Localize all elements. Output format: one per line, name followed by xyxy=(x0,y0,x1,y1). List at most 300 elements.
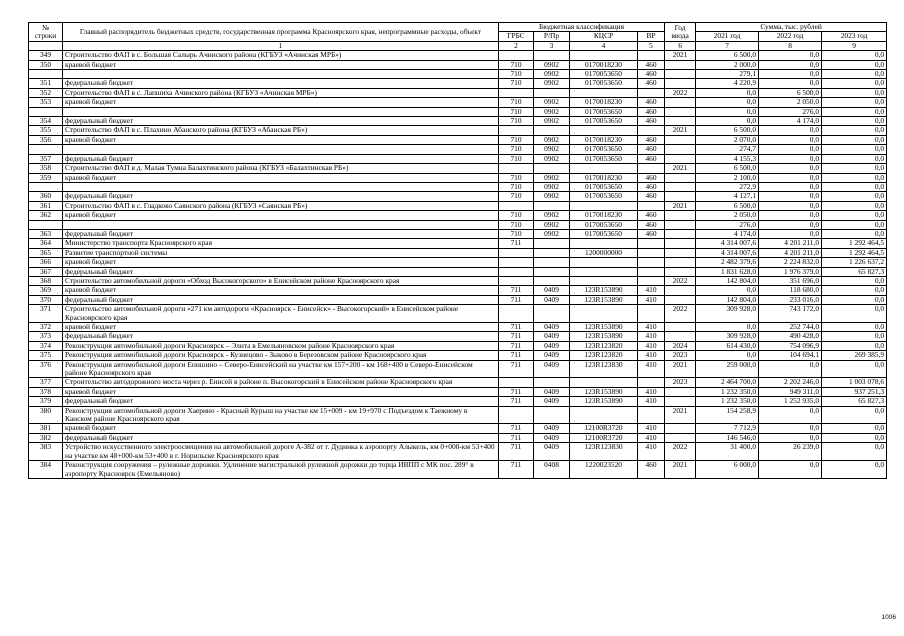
row-number-cell xyxy=(29,220,63,229)
sum-2022-cell: 0,0 xyxy=(759,79,822,88)
row-number-cell xyxy=(29,107,63,116)
row-number-cell: 354 xyxy=(29,117,63,126)
sum-2021-cell: 31 400,0 xyxy=(696,443,759,461)
grbs-cell: 710 xyxy=(499,211,534,220)
sum-2021-cell: 2 482 379,6 xyxy=(696,258,759,267)
sum-2021-cell: 2 000,0 xyxy=(696,60,759,69)
year-cell xyxy=(665,173,696,182)
budget-table-sheet xyxy=(28,22,886,479)
sum-2022-cell: 0,0 xyxy=(759,126,822,135)
sum-2023-cell: 0,0 xyxy=(822,305,887,323)
grbs-cell xyxy=(499,164,534,173)
row-number-cell xyxy=(29,182,63,191)
rp-cell: 0902 xyxy=(534,220,570,229)
row-number-cell: 365 xyxy=(29,248,63,257)
vr-cell xyxy=(638,201,665,210)
description-cell: федеральный бюджет xyxy=(63,267,499,276)
sum-2022-cell: 490 428,0 xyxy=(759,332,822,341)
year-cell xyxy=(665,332,696,341)
rp-cell: 0902 xyxy=(534,211,570,220)
grbs-cell: 711 xyxy=(499,286,534,295)
sum-2021-cell: 2 464 700,0 xyxy=(696,378,759,387)
vr-cell xyxy=(638,378,665,387)
table-row xyxy=(29,433,887,442)
grbs-cell: 711 xyxy=(499,341,534,350)
description-cell: федеральный бюджет xyxy=(63,192,499,201)
kcsr-cell: 123R153890 xyxy=(570,332,638,341)
sum-2021-cell: 0,0 xyxy=(696,323,759,332)
colnum: 9 xyxy=(822,41,887,50)
table-row xyxy=(29,70,887,79)
colnum: 5 xyxy=(638,41,665,50)
sum-2022-cell: 351 696,0 xyxy=(759,276,822,285)
table-row xyxy=(29,145,887,154)
year-cell xyxy=(665,60,696,69)
vr-cell: 460 xyxy=(638,60,665,69)
row-number-cell: 381 xyxy=(29,424,63,433)
sum-2023-cell: 0,0 xyxy=(822,135,887,144)
sum-2023-cell: 0,0 xyxy=(822,88,887,97)
sum-2023-cell: 1 226 637,2 xyxy=(822,258,887,267)
grbs-cell: 711 xyxy=(499,351,534,360)
sum-2023-cell: 269 385,9 xyxy=(822,351,887,360)
sum-2021-cell: 6 500,0 xyxy=(696,164,759,173)
kcsr-cell: 123R123830 xyxy=(570,443,638,461)
year-cell xyxy=(665,145,696,154)
rp-cell: 0409 xyxy=(534,387,570,396)
sum-2022-cell: 4 201 211,0 xyxy=(759,239,822,248)
year-cell xyxy=(665,211,696,220)
vr-cell: 460 xyxy=(638,192,665,201)
year-cell xyxy=(665,323,696,332)
header-sum: Сумма, тыс. рублей xyxy=(696,23,887,32)
sum-2022-cell: 0,0 xyxy=(759,424,822,433)
table-row xyxy=(29,79,887,88)
rp-cell: 0409 xyxy=(534,332,570,341)
grbs-cell: 711 xyxy=(499,443,534,461)
rp-cell: 0409 xyxy=(534,286,570,295)
header-year-of-commissioning: Год ввода xyxy=(665,23,696,42)
kcsr-cell xyxy=(570,267,638,276)
kcsr-cell: 0170053650 xyxy=(570,220,638,229)
vr-cell: 460 xyxy=(638,145,665,154)
description-cell xyxy=(63,145,499,154)
sum-2021-cell: 4 220,9 xyxy=(696,79,759,88)
rp-cell: 0902 xyxy=(534,192,570,201)
header-grbs: ГРБС xyxy=(499,32,534,41)
sum-2022-cell: 0,0 xyxy=(759,135,822,144)
sum-2021-cell: 4 314 007,6 xyxy=(696,239,759,248)
sum-2022-cell: 0,0 xyxy=(759,154,822,163)
description-cell: краевой бюджет xyxy=(63,60,499,69)
table-row xyxy=(29,117,887,126)
table-row xyxy=(29,229,887,238)
year-cell xyxy=(665,229,696,238)
sum-2021-cell: 1 831 628,0 xyxy=(696,267,759,276)
rp-cell xyxy=(534,258,570,267)
description-cell xyxy=(63,182,499,191)
sum-2021-cell: 6 500,0 xyxy=(696,126,759,135)
sum-2022-cell: 233 016,0 xyxy=(759,295,822,304)
sum-2022-cell: 0,0 xyxy=(759,173,822,182)
table-row xyxy=(29,286,887,295)
sum-2023-cell: 0,0 xyxy=(822,201,887,210)
grbs-cell: 711 xyxy=(499,424,534,433)
rp-cell xyxy=(534,248,570,257)
grbs-cell: 710 xyxy=(499,60,534,69)
sum-2023-cell: 0,0 xyxy=(822,341,887,350)
sum-2022-cell: 252 744,0 xyxy=(759,323,822,332)
rp-cell xyxy=(534,239,570,248)
vr-cell: 410 xyxy=(638,351,665,360)
sum-2022-cell: 0,0 xyxy=(759,220,822,229)
row-number-cell: 369 xyxy=(29,286,63,295)
sum-2023-cell: 0,0 xyxy=(822,145,887,154)
grbs-cell xyxy=(499,201,534,210)
year-cell: 2021 xyxy=(665,164,696,173)
rp-cell: 0902 xyxy=(534,117,570,126)
vr-cell: 410 xyxy=(638,433,665,442)
description-cell: Реконструкция автомобильной дороги Епишино – Северо-Енисейский на участке км 157+200 - км 168+400 в Северо-Енисейском районе Красноярского края xyxy=(63,360,499,378)
sum-2023-cell: 0,0 xyxy=(822,323,887,332)
sum-2023-cell: 0,0 xyxy=(822,406,887,424)
description-cell: федеральный бюджет xyxy=(63,229,499,238)
year-cell xyxy=(665,286,696,295)
colnum: 3 xyxy=(534,41,570,50)
rp-cell: 0409 xyxy=(534,341,570,350)
grbs-cell: 710 xyxy=(499,135,534,144)
sum-2022-cell: 2 202 246,0 xyxy=(759,378,822,387)
row-number-cell: 377 xyxy=(29,378,63,387)
table-row xyxy=(29,461,887,479)
year-cell xyxy=(665,387,696,396)
sum-2023-cell: 0,0 xyxy=(822,173,887,182)
colnum: 4 xyxy=(570,41,638,50)
kcsr-cell: 0170018230 xyxy=(570,135,638,144)
vr-cell xyxy=(638,248,665,257)
description-cell: Строительство автодорожного моста через р. Енисей в районе п. Высокогорский в Енисейском районе Красноярского края xyxy=(63,378,499,387)
table-row xyxy=(29,276,887,285)
year-cell xyxy=(665,239,696,248)
grbs-cell xyxy=(499,126,534,135)
description-cell: краевой бюджет xyxy=(63,424,499,433)
rp-cell: 0902 xyxy=(534,135,570,144)
table-row xyxy=(29,182,887,191)
table-row xyxy=(29,305,887,323)
year-cell xyxy=(665,182,696,191)
row-number-cell: 363 xyxy=(29,229,63,238)
year-cell xyxy=(665,117,696,126)
sum-2023-cell: 0,0 xyxy=(822,98,887,107)
description-cell: федеральный бюджет xyxy=(63,117,499,126)
sum-2022-cell: 4 174,0 xyxy=(759,117,822,126)
header-description: Главный распорядитель бюджетных средств, государственная программа Красноярского края, непрограммные расходы, объект xyxy=(63,23,499,42)
year-cell xyxy=(665,267,696,276)
row-number-cell: 361 xyxy=(29,201,63,210)
rp-cell: 0409 xyxy=(534,443,570,461)
kcsr-cell: 0170053650 xyxy=(570,229,638,238)
rp-cell: 0902 xyxy=(534,182,570,191)
sum-2022-cell: 26 239,0 xyxy=(759,443,822,461)
row-number-cell: 371 xyxy=(29,305,63,323)
grbs-cell: 710 xyxy=(499,154,534,163)
vr-cell: 410 xyxy=(638,295,665,304)
row-number-cell: 382 xyxy=(29,433,63,442)
year-cell xyxy=(665,258,696,267)
vr-cell xyxy=(638,276,665,285)
grbs-cell: 711 xyxy=(499,295,534,304)
vr-cell: 460 xyxy=(638,229,665,238)
kcsr-cell: 0170053650 xyxy=(570,192,638,201)
description-cell: краевой бюджет xyxy=(63,258,499,267)
vr-cell: 460 xyxy=(638,173,665,182)
year-cell: 2022 xyxy=(665,305,696,323)
sum-2021-cell: 2 050,0 xyxy=(696,211,759,220)
grbs-cell: 710 xyxy=(499,107,534,116)
year-cell: 2022 xyxy=(665,443,696,461)
sum-2021-cell: 0,0 xyxy=(696,117,759,126)
vr-cell xyxy=(638,51,665,60)
year-cell: 2024 xyxy=(665,341,696,350)
table-row xyxy=(29,248,887,257)
grbs-cell: 711 xyxy=(499,397,534,406)
row-number-cell: 351 xyxy=(29,79,63,88)
sum-2023-cell: 0,0 xyxy=(822,461,887,479)
grbs-cell: 710 xyxy=(499,145,534,154)
vr-cell: 460 xyxy=(638,79,665,88)
sum-2023-cell: 0,0 xyxy=(822,182,887,191)
rp-cell xyxy=(534,88,570,97)
sum-2023-cell: 0,0 xyxy=(822,117,887,126)
sum-2021-cell: 142 804,0 xyxy=(696,295,759,304)
kcsr-cell: 0170018230 xyxy=(570,173,638,182)
sum-2021-cell: 4 155,3 xyxy=(696,154,759,163)
vr-cell xyxy=(638,305,665,323)
grbs-cell xyxy=(499,88,534,97)
year-cell xyxy=(665,70,696,79)
description-cell: Строительство ФАП в д. Малая Тумна Балахтинского района (КГБУЗ «Балахтинская РБ») xyxy=(63,164,499,173)
sum-2022-cell: 104 694,1 xyxy=(759,351,822,360)
year-cell xyxy=(665,220,696,229)
row-number-cell: 364 xyxy=(29,239,63,248)
vr-cell xyxy=(638,239,665,248)
sum-2021-cell: 0,0 xyxy=(696,351,759,360)
description-cell: Реконструкция автомобильной дороги Красноярск – Элита в Емельяновском районе Красноярского края xyxy=(63,341,499,350)
row-number-cell: 349 xyxy=(29,51,63,60)
vr-cell: 410 xyxy=(638,341,665,350)
description-cell xyxy=(63,107,499,116)
description-cell: краевой бюджет xyxy=(63,98,499,107)
rp-cell xyxy=(534,164,570,173)
sum-2022-cell: 0,0 xyxy=(759,60,822,69)
kcsr-cell xyxy=(570,258,638,267)
vr-cell: 460 xyxy=(638,182,665,191)
rp-cell: 0409 xyxy=(534,295,570,304)
description-cell: федеральный бюджет xyxy=(63,79,499,88)
grbs-cell: 710 xyxy=(499,98,534,107)
kcsr-cell: 0170053650 xyxy=(570,107,638,116)
description-cell: Развитие транспортной системы xyxy=(63,248,499,257)
colnum: 8 xyxy=(759,41,822,50)
sum-2021-cell: 2 070,0 xyxy=(696,135,759,144)
header-column-numbers xyxy=(29,41,887,50)
rp-cell: 0902 xyxy=(534,70,570,79)
sum-2022-cell: 118 680,0 xyxy=(759,286,822,295)
description-cell: федеральный бюджет xyxy=(63,397,499,406)
rp-cell: 0902 xyxy=(534,79,570,88)
description-cell: Строительство автомобильной дороги «271 км автодороги «Красноярск - Енисейск» - Высокогорский» в Енисейском районе Красноярского края xyxy=(63,305,499,323)
table-row xyxy=(29,164,887,173)
rp-cell: 0902 xyxy=(534,173,570,182)
sum-2021-cell: 6 000,0 xyxy=(696,461,759,479)
sum-2023-cell: 0,0 xyxy=(822,424,887,433)
description-cell: краевой бюджет xyxy=(63,211,499,220)
sum-2023-cell: 0,0 xyxy=(822,164,887,173)
row-number-cell: 376 xyxy=(29,360,63,378)
kcsr-cell: 123R123820 xyxy=(570,351,638,360)
row-number-cell xyxy=(29,70,63,79)
year-cell: 2021 xyxy=(665,406,696,424)
grbs-cell: 710 xyxy=(499,70,534,79)
rp-cell: 0902 xyxy=(534,229,570,238)
rp-cell xyxy=(534,126,570,135)
table-row xyxy=(29,173,887,182)
vr-cell: 410 xyxy=(638,387,665,396)
sum-2022-cell: 2 224 832,0 xyxy=(759,258,822,267)
sum-2022-cell: 0,0 xyxy=(759,201,822,210)
row-number-cell: 367 xyxy=(29,267,63,276)
grbs-cell: 711 xyxy=(499,433,534,442)
sum-2021-cell: 4 314 007,6 xyxy=(696,248,759,257)
vr-cell: 410 xyxy=(638,424,665,433)
description-cell: федеральный бюджет xyxy=(63,295,499,304)
sum-2022-cell: 949 311,0 xyxy=(759,387,822,396)
sum-2023-cell: 0,0 xyxy=(822,433,887,442)
row-number-cell: 373 xyxy=(29,332,63,341)
sum-2023-cell: 0,0 xyxy=(822,107,887,116)
rp-cell: 0409 xyxy=(534,360,570,378)
table-row xyxy=(29,126,887,135)
description-cell: Строительство автомобильной дороги «Обход Высокогорского» в Енисейском районе Красноярского края xyxy=(63,276,499,285)
table-row xyxy=(29,424,887,433)
kcsr-cell xyxy=(570,378,638,387)
row-number-cell: 372 xyxy=(29,323,63,332)
sum-2021-cell: 0,0 xyxy=(696,286,759,295)
year-cell: 2021 xyxy=(665,360,696,378)
rp-cell xyxy=(534,267,570,276)
sum-2023-cell: 0,0 xyxy=(822,360,887,378)
rp-cell: 0409 xyxy=(534,433,570,442)
row-number-cell: 368 xyxy=(29,276,63,285)
table-row xyxy=(29,154,887,163)
row-number-cell: 355 xyxy=(29,126,63,135)
table-row xyxy=(29,378,887,387)
row-number-cell: 359 xyxy=(29,173,63,182)
row-number-cell: 357 xyxy=(29,154,63,163)
description-cell: Строительство ФАП в с. Лапшиха Ачинского района (КГБУЗ «Ачинская МРБ») xyxy=(63,88,499,97)
vr-cell xyxy=(638,164,665,173)
grbs-cell: 710 xyxy=(499,79,534,88)
sum-2022-cell: 4 201 211,0 xyxy=(759,248,822,257)
kcsr-cell: 123R123830 xyxy=(570,360,638,378)
description-cell: Министерство транспорта Красноярского края xyxy=(63,239,499,248)
kcsr-cell: 0170053650 xyxy=(570,117,638,126)
vr-cell xyxy=(638,258,665,267)
year-cell xyxy=(665,295,696,304)
row-number-cell: 375 xyxy=(29,351,63,360)
sum-2021-cell: 614 430,0 xyxy=(696,341,759,350)
row-number-cell: 379 xyxy=(29,397,63,406)
description-cell: Строительство ФАП в с. Плахино Абанского района (КГБУЗ «Абанская РБ») xyxy=(63,126,499,135)
sum-2022-cell: 0,0 xyxy=(759,360,822,378)
sum-2021-cell: 1 232 350,0 xyxy=(696,387,759,396)
vr-cell: 460 xyxy=(638,461,665,479)
description-cell xyxy=(63,220,499,229)
vr-cell: 410 xyxy=(638,323,665,332)
sum-2022-cell: 1 976 379,0 xyxy=(759,267,822,276)
rp-cell: 0902 xyxy=(534,60,570,69)
vr-cell: 460 xyxy=(638,220,665,229)
grbs-cell: 711 xyxy=(499,461,534,479)
table-row xyxy=(29,443,887,461)
kcsr-cell xyxy=(570,201,638,210)
vr-cell: 460 xyxy=(638,117,665,126)
budget-table xyxy=(28,22,887,479)
table-row xyxy=(29,323,887,332)
description-cell: краевой бюджет xyxy=(63,286,499,295)
sum-2022-cell: 0,0 xyxy=(759,192,822,201)
grbs-cell xyxy=(499,406,534,424)
sum-2021-cell: 309 928,0 xyxy=(696,332,759,341)
sum-2021-cell: 4 127,1 xyxy=(696,192,759,201)
kcsr-cell xyxy=(570,239,638,248)
kcsr-cell: 12100R3720 xyxy=(570,433,638,442)
year-cell: 2021 xyxy=(665,201,696,210)
vr-cell xyxy=(638,406,665,424)
grbs-cell: 710 xyxy=(499,173,534,182)
rp-cell: 0902 xyxy=(534,154,570,163)
rp-cell: 0902 xyxy=(534,145,570,154)
header-row-number: № строки xyxy=(29,23,63,42)
row-number-cell: 360 xyxy=(29,192,63,201)
header-kcsr: КЦСР xyxy=(570,32,638,41)
page-number: 1006 xyxy=(881,614,896,621)
description-cell: краевой бюджет xyxy=(63,135,499,144)
sum-2023-cell: 1 003 078,6 xyxy=(822,378,887,387)
description-cell: Строительство ФАП в с. Гладково Саянского района (КГБУЗ «Саянская РБ») xyxy=(63,201,499,210)
vr-cell xyxy=(638,88,665,97)
sum-2022-cell: 0,0 xyxy=(759,164,822,173)
kcsr-cell: 0170053650 xyxy=(570,70,638,79)
sum-2023-cell: 1 292 464,5 xyxy=(822,248,887,257)
rp-cell xyxy=(534,406,570,424)
grbs-cell xyxy=(499,305,534,323)
table-row xyxy=(29,406,887,424)
year-cell xyxy=(665,433,696,442)
year-cell: 2022 xyxy=(665,88,696,97)
year-cell xyxy=(665,107,696,116)
row-number-cell: 356 xyxy=(29,135,63,144)
vr-cell: 410 xyxy=(638,332,665,341)
table-row xyxy=(29,88,887,97)
kcsr-cell: 0170053650 xyxy=(570,154,638,163)
sum-2023-cell: 65 827,3 xyxy=(822,397,887,406)
grbs-cell: 710 xyxy=(499,117,534,126)
kcsr-cell: 123R123820 xyxy=(570,341,638,350)
kcsr-cell: 123R153890 xyxy=(570,323,638,332)
table-row xyxy=(29,98,887,107)
vr-cell xyxy=(638,126,665,135)
